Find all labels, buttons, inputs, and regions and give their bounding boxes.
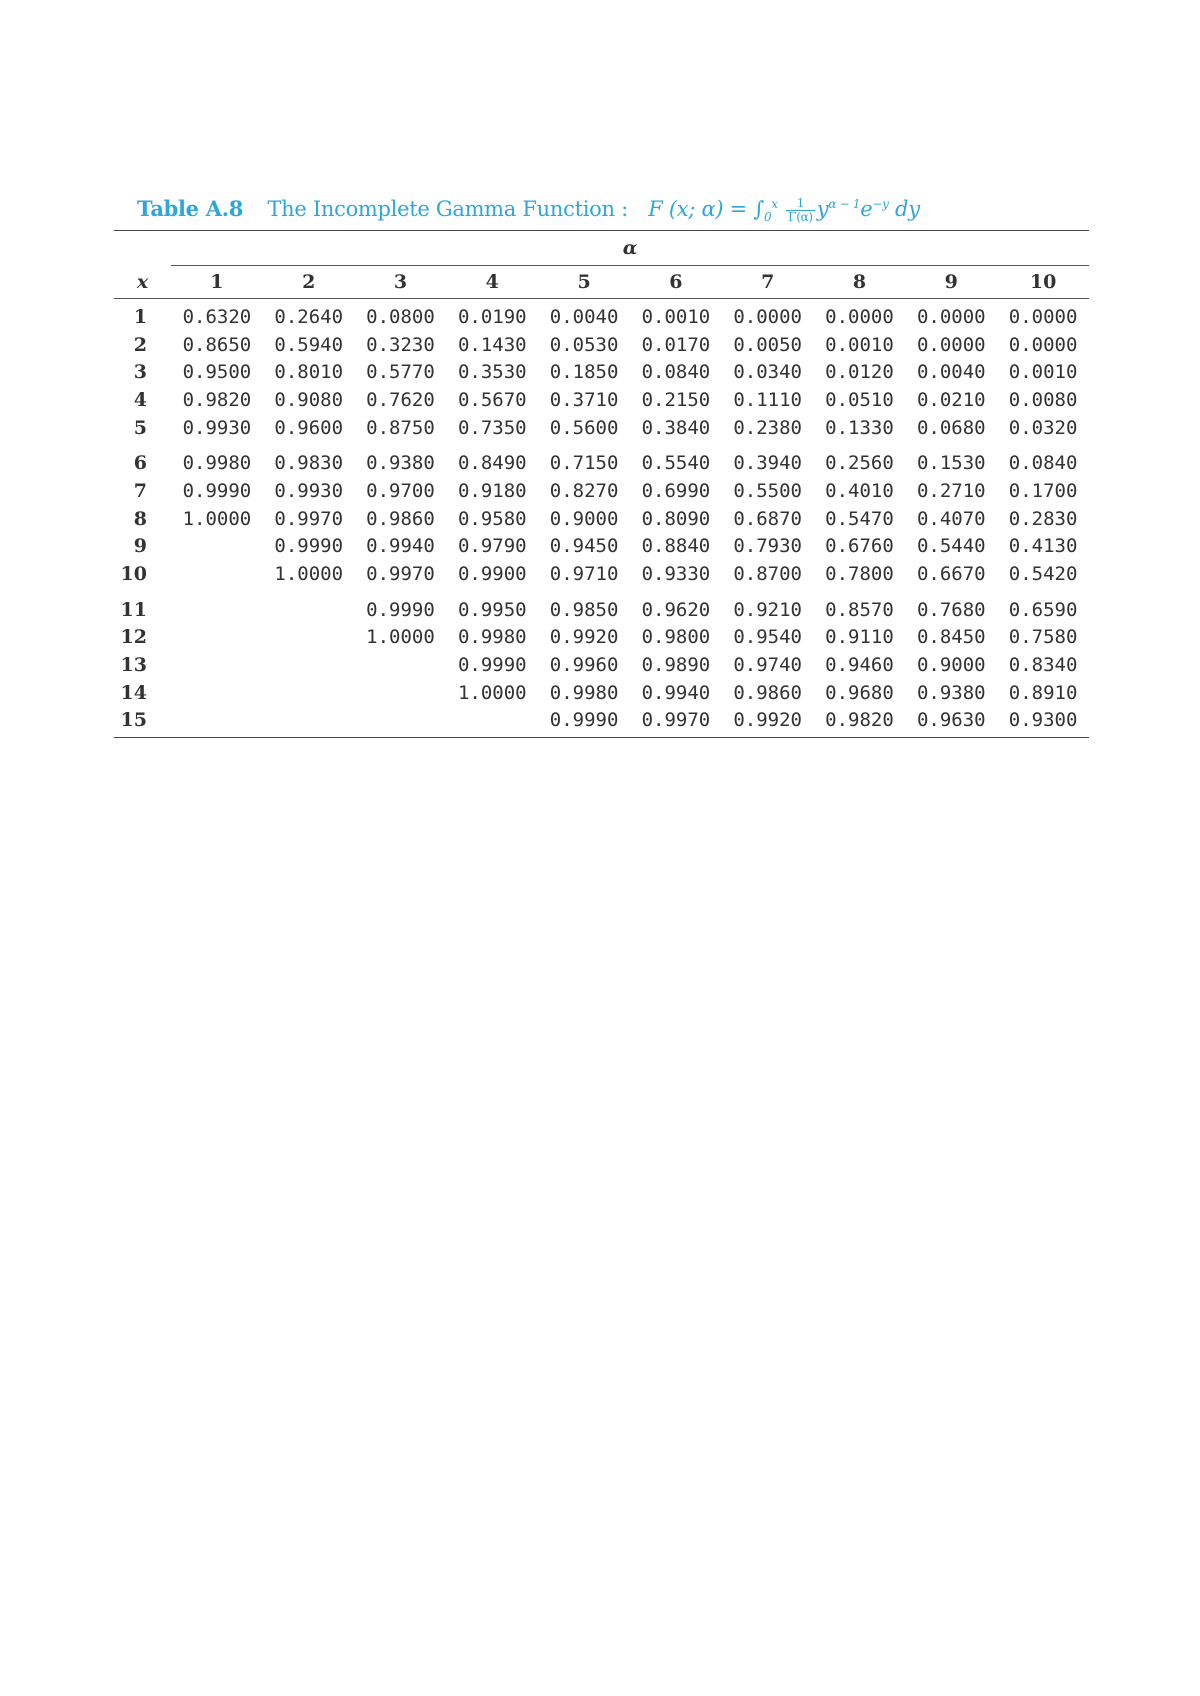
probability-cell: 0.9940 <box>641 681 711 704</box>
probability-cell: 0.9300 <box>997 707 1089 738</box>
fraction-numerator: 1 <box>786 197 815 211</box>
probability-cell: 0.8010 <box>274 361 344 384</box>
probability-cell: 0.9110 <box>825 626 894 649</box>
probability-cell: 0.5540 <box>641 452 711 475</box>
alpha-header: α <box>171 231 1089 266</box>
probability-cell: 0.9860 <box>733 681 802 704</box>
probability-cell: 0.9890 <box>641 654 711 677</box>
probability-cell: 0.0680 <box>916 416 986 439</box>
probability-cell: 0.9620 <box>641 598 711 621</box>
fraction-denominator: Γ(α) <box>788 210 813 224</box>
probability-cell: 0.9210 <box>733 598 802 621</box>
alpha-column-header: 8 <box>814 266 906 299</box>
probability-cell: 0.6590 <box>1008 598 1078 621</box>
probability-cell: 0.9860 <box>366 507 435 530</box>
x-value-cell: 15 <box>114 707 171 738</box>
probability-cell: 0.7620 <box>366 388 435 411</box>
probability-cell: 0.5420 <box>1008 563 1078 586</box>
alpha-column-header: 6 <box>630 266 722 299</box>
probability-cell: 0.9930 <box>182 416 252 439</box>
probability-cell: 0.6670 <box>916 563 986 586</box>
probability-cell: 0.4070 <box>916 507 986 530</box>
probability-cell: 0.9970 <box>630 707 722 738</box>
probability-cell: 0.3230 <box>366 333 435 356</box>
probability-cell: 0.0170 <box>641 333 711 356</box>
integrand-exponent: α − 1 <box>828 197 861 211</box>
probability-cell <box>446 707 538 738</box>
probability-cell: 0.9380 <box>366 452 435 475</box>
probability-cell: 0.9980 <box>182 452 252 475</box>
probability-cell: 0.8910 <box>1008 681 1078 704</box>
probability-cell: 0.6760 <box>825 535 894 558</box>
probability-cell: 0.0320 <box>1008 416 1078 439</box>
probability-cell: 0.0000 <box>916 333 986 356</box>
probability-cell: 0.9180 <box>457 479 527 502</box>
probability-cell: 0.9980 <box>457 626 527 649</box>
caption-label: Table A.8 <box>137 196 244 221</box>
probability-cell: 0.1330 <box>825 416 894 439</box>
probability-cell: 0.5670 <box>457 388 527 411</box>
probability-cell: 0.0000 <box>1008 305 1078 328</box>
probability-cell: 0.9830 <box>274 452 344 475</box>
probability-cell: 0.9820 <box>814 707 906 738</box>
probability-cell: 0.9990 <box>366 598 435 621</box>
probability-cell: 0.4130 <box>1008 535 1078 558</box>
probability-cell: 0.9540 <box>733 626 802 649</box>
table-row <box>114 441 1089 477</box>
probability-cell: 0.0840 <box>1008 452 1078 475</box>
probability-cell: 0.0010 <box>825 333 894 356</box>
probability-cell: 0.9500 <box>182 361 252 384</box>
exp-base: e <box>860 197 873 221</box>
probability-cell: 0.9950 <box>457 598 527 621</box>
probability-cell <box>171 679 263 707</box>
alpha-header-row <box>114 231 1089 266</box>
exp-exponent: −y <box>872 197 889 211</box>
probability-cell: 0.0840 <box>641 361 711 384</box>
probability-cell: 0.1700 <box>1008 479 1078 502</box>
probability-cell: 0.9080 <box>274 388 344 411</box>
probability-cell: 0.9800 <box>641 626 711 649</box>
probability-cell <box>171 533 263 561</box>
formula-tail: dy <box>895 197 920 221</box>
table-row <box>114 414 1089 442</box>
probability-cell <box>355 679 447 707</box>
gamma-table <box>114 230 1089 738</box>
x-value-cell: 6 <box>133 452 147 475</box>
x-value-cell: 11 <box>120 598 147 621</box>
x-value-cell: 12 <box>120 626 147 649</box>
probability-cell: 0.0000 <box>825 305 894 328</box>
table-row <box>114 533 1089 561</box>
probability-cell: 1.0000 <box>274 563 344 586</box>
alpha-column-header: 1 <box>171 266 263 299</box>
probability-cell: 0.9850 <box>549 598 619 621</box>
probability-cell: 0.8270 <box>549 479 619 502</box>
probability-cell: 0.6870 <box>733 507 802 530</box>
formula-fraction <box>786 197 815 224</box>
probability-cell: 0.5470 <box>825 507 894 530</box>
alpha-column-header: 9 <box>905 266 997 299</box>
alpha-column-header: 3 <box>355 266 447 299</box>
probability-cell <box>263 624 355 652</box>
x-value-cell: 13 <box>120 654 147 677</box>
probability-cell: 0.9920 <box>722 707 814 738</box>
probability-cell: 0.9600 <box>274 416 344 439</box>
probability-cell: 0.7800 <box>825 563 894 586</box>
probability-cell: 0.9680 <box>825 681 894 704</box>
probability-cell: 1.0000 <box>366 626 435 649</box>
integral-lower-limit: 0 <box>763 210 772 225</box>
formula-integral <box>753 197 778 225</box>
probability-cell: 0.3840 <box>641 416 711 439</box>
probability-cell: 0.9710 <box>549 563 619 586</box>
probability-cell: 0.1530 <box>916 452 986 475</box>
probability-cell <box>263 651 355 679</box>
probability-cell: 0.5600 <box>549 416 619 439</box>
probability-cell: 0.8570 <box>825 598 894 621</box>
probability-cell <box>171 588 263 624</box>
probability-cell: 0.8090 <box>641 507 711 530</box>
alpha-column-header: 10 <box>997 266 1089 299</box>
probability-cell: 0.9000 <box>916 654 986 677</box>
probability-cell: 0.0530 <box>549 333 619 356</box>
table-row <box>114 560 1089 588</box>
probability-cell: 0.7150 <box>549 452 619 475</box>
probability-cell: 0.0510 <box>825 388 894 411</box>
probability-cell: 0.9330 <box>641 563 711 586</box>
probability-cell: 0.1430 <box>457 333 527 356</box>
probability-cell: 0.9460 <box>825 654 894 677</box>
probability-cell: 0.8650 <box>182 333 252 356</box>
probability-cell: 0.9450 <box>549 535 619 558</box>
table-row <box>114 386 1089 414</box>
probability-cell: 0.2830 <box>1008 507 1078 530</box>
x-header: x <box>114 266 171 299</box>
table-head <box>114 231 1089 299</box>
probability-cell: 0.8750 <box>366 416 435 439</box>
probability-cell: 1.0000 <box>457 681 527 704</box>
table-row <box>114 331 1089 359</box>
probability-cell: 0.9000 <box>549 507 619 530</box>
alpha-column-header: 7 <box>722 266 814 299</box>
corner-cell <box>114 231 171 266</box>
x-value-cell: 8 <box>133 507 147 530</box>
probability-cell <box>263 707 355 738</box>
probability-cell: 0.7930 <box>733 535 802 558</box>
column-header-row <box>114 266 1089 299</box>
probability-cell: 0.7680 <box>916 598 986 621</box>
table-row <box>114 477 1089 505</box>
table-body <box>114 299 1089 738</box>
probability-cell: 0.9930 <box>274 479 344 502</box>
probability-cell: 0.1110 <box>733 388 802 411</box>
caption-title: The Incomplete Gamma Function : <box>267 197 628 221</box>
probability-cell: 0.0040 <box>549 305 619 328</box>
probability-cell: 0.9900 <box>457 563 527 586</box>
probability-cell: 0.4010 <box>825 479 894 502</box>
probability-cell: 0.0000 <box>916 305 986 328</box>
probability-cell <box>263 588 355 624</box>
probability-cell: 0.2560 <box>825 452 894 475</box>
probability-cell: 0.6990 <box>641 479 711 502</box>
x-value-cell: 9 <box>133 535 147 558</box>
probability-cell <box>171 651 263 679</box>
probability-cell: 0.9990 <box>182 479 252 502</box>
probability-cell: 0.0010 <box>1008 361 1078 384</box>
x-value-cell: 2 <box>133 333 147 356</box>
probability-cell: 0.0340 <box>733 361 802 384</box>
probability-cell: 0.9380 <box>916 681 986 704</box>
probability-cell: 1.0000 <box>182 507 252 530</box>
probability-cell: 0.9970 <box>274 507 344 530</box>
probability-cell: 0.2710 <box>916 479 986 502</box>
probability-cell: 0.9980 <box>549 681 619 704</box>
probability-cell: 0.9990 <box>457 654 527 677</box>
alpha-column-header: 4 <box>446 266 538 299</box>
probability-cell: 0.0010 <box>641 305 711 328</box>
probability-cell <box>263 679 355 707</box>
table-row <box>114 358 1089 386</box>
probability-cell: 0.9960 <box>549 654 619 677</box>
x-value-cell: 1 <box>133 305 147 328</box>
table-row <box>114 505 1089 533</box>
probability-cell: 0.2380 <box>733 416 802 439</box>
probability-cell: 0.8700 <box>733 563 802 586</box>
table-row <box>114 588 1089 624</box>
probability-cell: 0.3940 <box>733 452 802 475</box>
integrand-base: y <box>816 197 829 221</box>
probability-cell <box>171 560 263 588</box>
probability-cell <box>171 624 263 652</box>
x-value-cell: 5 <box>133 416 147 439</box>
probability-cell: 0.0800 <box>366 305 435 328</box>
probability-cell: 0.3530 <box>457 361 527 384</box>
probability-cell <box>355 651 447 679</box>
probability-cell: 0.0000 <box>733 305 802 328</box>
probability-cell: 0.9920 <box>549 626 619 649</box>
probability-cell: 0.0080 <box>1008 388 1078 411</box>
probability-cell: 0.5940 <box>274 333 344 356</box>
alpha-column-header: 2 <box>263 266 355 299</box>
x-value-cell: 4 <box>133 388 147 411</box>
probability-cell: 0.9630 <box>905 707 997 738</box>
probability-cell: 0.0040 <box>916 361 986 384</box>
probability-cell: 0.3710 <box>549 388 619 411</box>
table-row <box>114 679 1089 707</box>
x-value-cell: 14 <box>120 681 147 704</box>
integral-sign: ∫ <box>753 197 764 221</box>
probability-cell: 0.5440 <box>916 535 986 558</box>
probability-cell: 0.0000 <box>1008 333 1078 356</box>
probability-cell: 0.6320 <box>182 305 252 328</box>
probability-cell: 0.7350 <box>457 416 527 439</box>
probability-cell: 0.0120 <box>825 361 894 384</box>
table-row <box>114 299 1089 331</box>
probability-cell: 0.9790 <box>457 535 527 558</box>
probability-cell: 0.1850 <box>549 361 619 384</box>
x-value-cell: 10 <box>120 563 147 586</box>
probability-cell: 0.9940 <box>366 535 435 558</box>
probability-cell: 0.8450 <box>916 626 986 649</box>
probability-cell: 0.9740 <box>733 654 802 677</box>
probability-cell: 0.2150 <box>641 388 711 411</box>
formula-lhs: F (x; α) = <box>648 197 747 221</box>
table-caption <box>137 196 920 226</box>
probability-cell <box>355 707 447 738</box>
alpha-column-header: 5 <box>538 266 630 299</box>
table-row <box>114 624 1089 652</box>
probability-cell: 0.9990 <box>538 707 630 738</box>
probability-cell: 0.8490 <box>457 452 527 475</box>
caption-formula <box>648 196 920 225</box>
integral-upper-limit: x <box>771 197 778 211</box>
table-row <box>114 707 1089 738</box>
table-row <box>114 651 1089 679</box>
probability-cell: 0.0050 <box>733 333 802 356</box>
x-value-cell: 3 <box>133 361 147 384</box>
x-value-cell: 7 <box>133 479 147 502</box>
probability-cell: 0.9970 <box>366 563 435 586</box>
probability-cell: 0.5500 <box>733 479 802 502</box>
probability-cell: 0.0210 <box>916 388 986 411</box>
probability-cell <box>171 707 263 738</box>
probability-cell: 0.5770 <box>366 361 435 384</box>
probability-cell: 0.9990 <box>274 535 344 558</box>
probability-cell: 0.8840 <box>641 535 711 558</box>
probability-cell: 0.2640 <box>274 305 344 328</box>
probability-cell: 0.9820 <box>182 388 252 411</box>
probability-cell: 0.7580 <box>1008 626 1078 649</box>
probability-cell: 0.8340 <box>1008 654 1078 677</box>
probability-cell: 0.0190 <box>457 305 527 328</box>
probability-cell: 0.9700 <box>366 479 435 502</box>
probability-cell: 0.9580 <box>457 507 527 530</box>
